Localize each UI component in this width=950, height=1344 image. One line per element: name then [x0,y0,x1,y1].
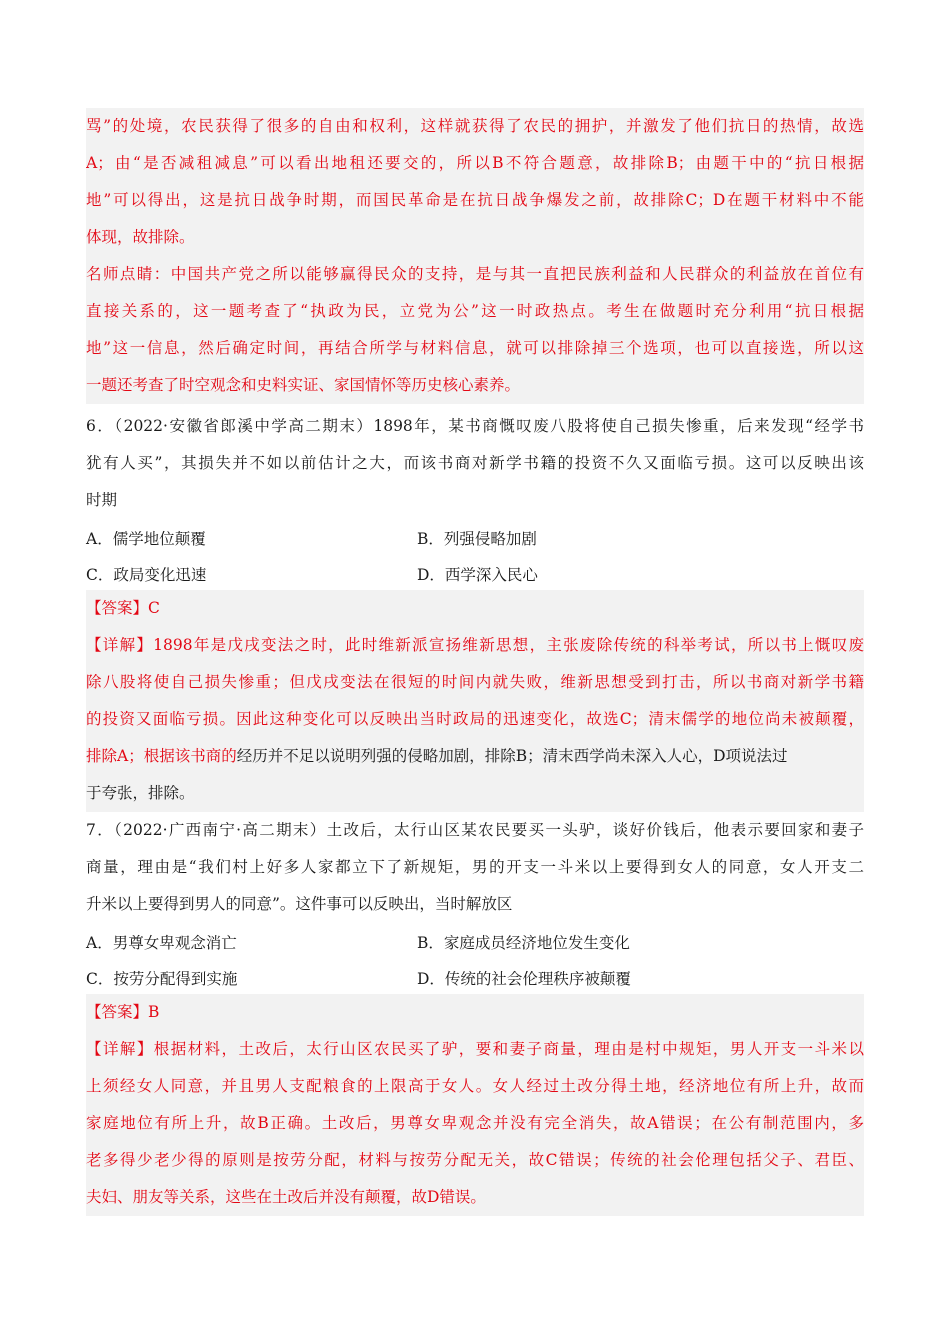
question-stem-line: 7．（2022·广西南宁·高二期末）土改后，太行山区某农民要买一头驴，谈好价钱后，他表示要回家和妻子 [86,821,864,839]
answer-label: 【答案】B [86,1003,160,1021]
detail-line: 于夸张，排除。 [86,784,195,802]
answer-label: 【答案】C [86,599,160,617]
question-stem-line: 商量，理由是“我们村上好多人家都立下了新规矩，男的开支一斗米以上要得到女人的同意，女人开支二 [86,858,864,876]
prev-analysis-line: 骂”的处境，农民获得了很多的自由和权利，这样就获得了农民的拥护，并激发了他们抗日的热情，故选 [86,117,864,135]
detail-line: 家庭地位有所上升，故B正确。土改后，男尊女卑观念并没有完全消失，故A错误；在公有制范围内，多 [86,1114,864,1132]
detail-line: 夫妇、朋友等关系，这些在土改后并没有颠覆，故D错误。 [86,1188,486,1206]
detail-red-part: 排除A；根据该书商的 [86,747,237,765]
teacher-tip-line: 地”这一信息，然后确定时间，再结合所学与材料信息，就可以排除掉三个选项，也可以直接选，所以这 [86,339,864,357]
question-stem-line: 时期 [86,491,118,509]
detail-line: 除八股将使自己损失惨重；但戊戌变法在很短的时间内就失败，维新思想受到打击，所以书商对新学书籍 [86,673,864,691]
prev-analysis-line: 地”可以得出，这是抗日战争时期，而国民革命是在抗日战争爆发之前，故排除C；D在题干材料中不能 [86,191,864,209]
detail-line: 老多得少老少得的原则是按劳分配，材料与按劳分配无关，故C错误；传统的社会伦理包括父子、君臣、 [86,1151,864,1169]
detail-line: 【详解】根据材料，土改后，太行山区农民买了驴，要和妻子商量，理由是村中规矩，男人开支一斗米以 [86,1040,864,1058]
question-7-stem [86,812,864,923]
detail-black-part: 经历并不足以说明列强的侵略加剧，排除B；清末西学尚未深入人心，D项说法过 [236,747,788,765]
detail-line: 上须经女人同意，并且男人支配粮食的上限高于女人。女人经过土改分得土地，经济地位有所上升，故而 [86,1077,864,1095]
teacher-tip-line: 一题还考查了时空观念和史料实证、家国情怀等历史核心素养。 [86,376,521,394]
option-c: C．按劳分配得到实施 [86,970,238,988]
detail-line: 【详解】1898年是戊戌变法之时，此时维新派宣扬维新思想，主张废除传统的科举考试，所以书上慨叹废 [86,636,864,654]
prev-analysis-line: A；由“是否减租减息”可以看出地租还要交的，所以B不符合题意，故排除B；由题干中的“抗日根据 [86,154,864,172]
option-d: D．西学深入民心 [417,566,538,584]
question-7-options [86,922,864,994]
teacher-tip-line: 直接关系的，这一题考查了“执政为民，立党为公”这一时政热点。考生在做题时充分利用“抗日根据 [86,302,864,320]
option-c: C．政局变化迅速 [86,566,207,584]
question-6-options [86,518,864,590]
question-stem-line: 犹有人买”，其损失并不如以前估计之大，而该书商对新学书籍的投资不久又面临亏损。这可以反映出该 [86,454,864,472]
option-a: A．儒学地位颠覆 [86,530,206,548]
detail-line: 的投资又面临亏损。因此这种变化可以反映出当时政局的迅速变化，故选C；清末儒学的地位尚未被颠覆， [86,710,864,728]
question-6-answer-box [86,590,864,812]
option-d: D．传统的社会伦理秩序被颠覆 [417,970,631,988]
question-7-answer-box [86,994,864,1216]
option-a: A．男尊女卑观念消亡 [86,934,237,952]
prev-analysis-box [86,108,864,404]
teacher-tip-line: 名师点睛：中国共产党之所以能够赢得民众的支持，是与其一直把民族利益和人民群众的利益放在首位有 [86,265,864,283]
prev-analysis-line: 体现，故排除。 [86,228,195,246]
option-b: B．列强侵略加剧 [417,530,537,548]
question-6-stem [86,408,864,519]
detail-line-mixed [86,738,864,775]
question-stem-line: 6．（2022·安徽省郎溪中学高二期末）1898年，某书商慨叹废八股将使自己损失惨重，后来发现“经学书 [86,417,864,435]
option-b: B．家庭成员经济地位发生变化 [417,934,630,952]
question-stem-line: 升米以上要得到男人的同意”。这件事可以反映出，当时解放区 [86,895,513,913]
